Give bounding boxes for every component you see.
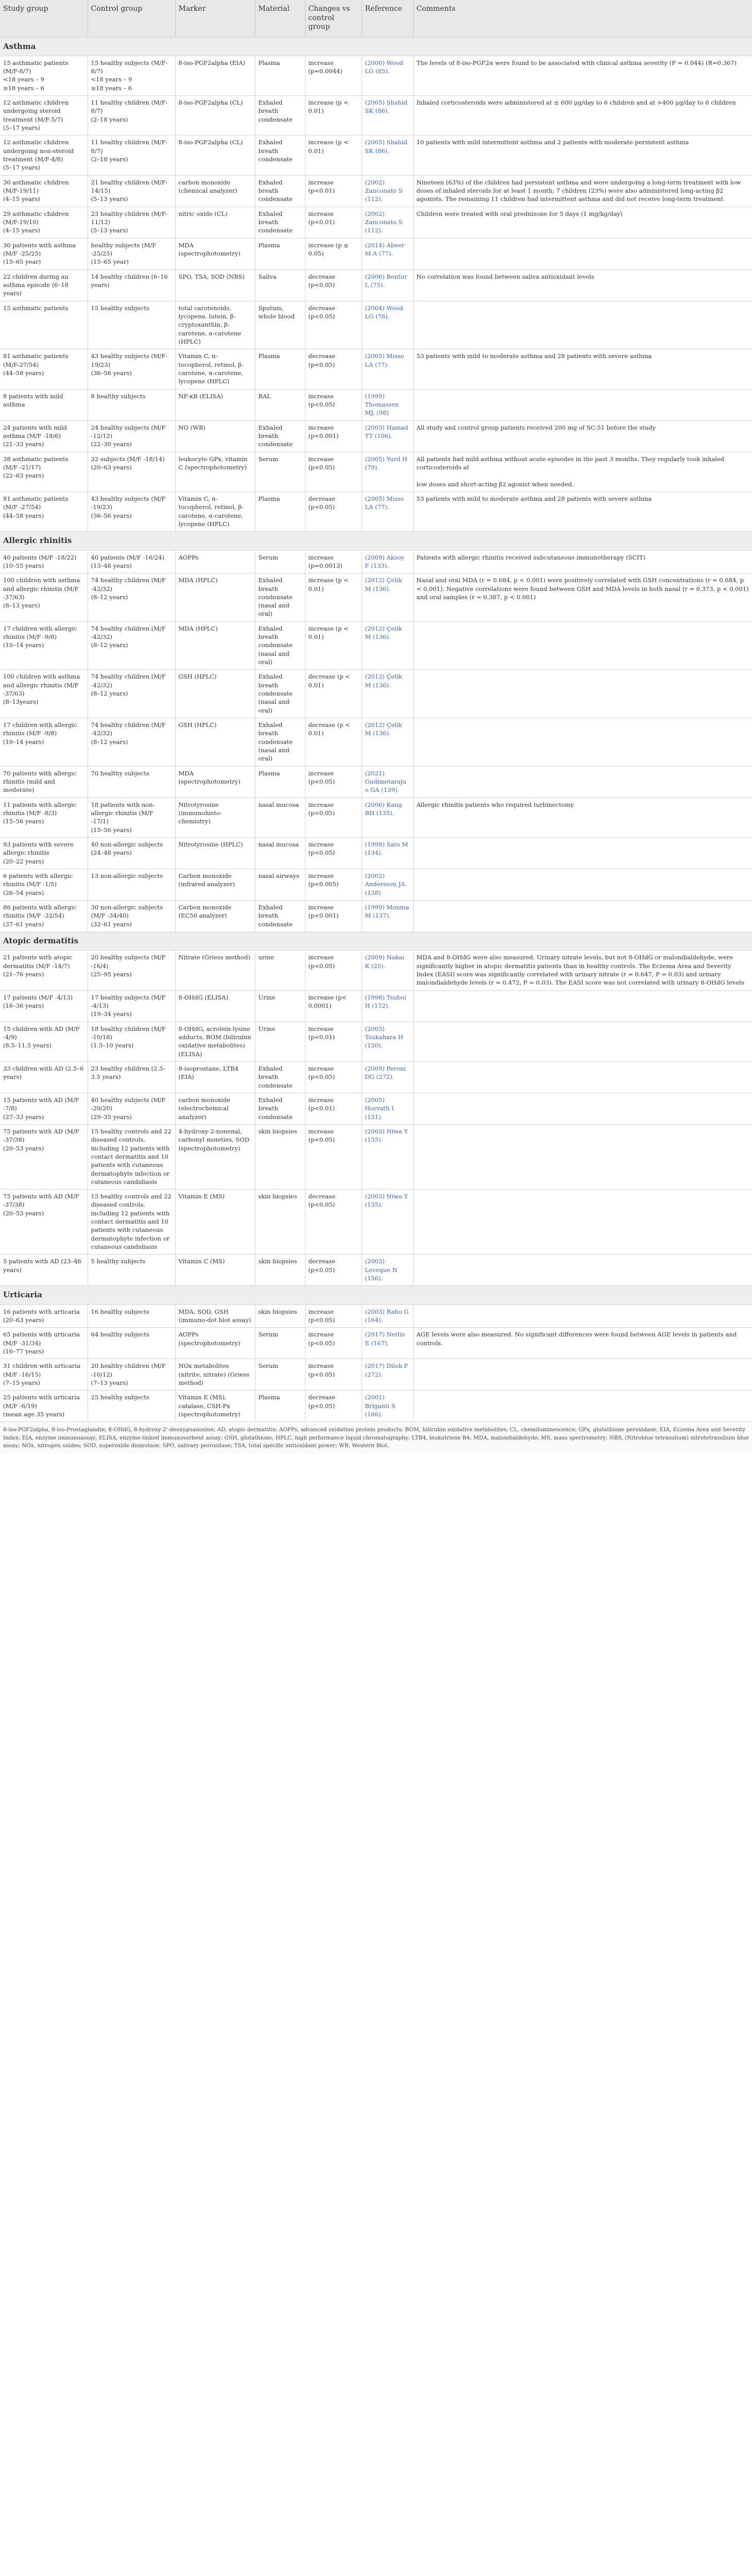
marker-cell: AOPPs (spectrophotometry) <box>175 1328 255 1359</box>
section-header <box>0 37 752 56</box>
study-group-cell: 16 patients with urticaria (20–63 years) <box>0 1304 88 1328</box>
header-changes: Changes vs control group <box>305 0 362 37</box>
table-row <box>0 766 752 798</box>
changes-cell: increase (p=0.0013) <box>305 550 362 573</box>
marker-cell: 8-iso-PGF2alpha (CL) <box>175 96 255 135</box>
table-row <box>0 951 752 990</box>
reference-cell[interactable]: (1998) Tsuboi H (152). <box>362 990 413 1022</box>
comments-cell: 10 patients with mild intermittent asthma and 2 patients with moderate persistent asthma <box>413 135 752 175</box>
marker-cell: MDA (HPLC) <box>175 621 255 670</box>
material-cell: Serum <box>255 1359 305 1391</box>
control-group-cell: 74 healthy children (M/F -42/32) (8–12 years) <box>88 718 175 767</box>
comments-cell <box>413 389 752 420</box>
comments-cell: Patients with allergic rhinitis received subcutaneous immunotherapy (SCIT) <box>413 550 752 573</box>
section-header <box>0 532 752 550</box>
table-row <box>0 1255 752 1286</box>
section-header <box>0 931 752 950</box>
changes-cell: increase (p<0.05) <box>305 452 362 492</box>
section-title: Urticaria <box>0 1286 752 1304</box>
reference-cell[interactable]: (2005) Yurd H (79). <box>362 452 413 492</box>
changes-cell: increase (p<0.01) <box>305 1022 362 1061</box>
header-marker: Marker <box>175 0 255 37</box>
material-cell: Serum <box>255 452 305 492</box>
table-row <box>0 1328 752 1359</box>
table-row <box>0 452 752 492</box>
control-group-cell: 74 healthy children (M/F -42/32) (8–12 years) <box>88 573 175 622</box>
study-group-cell: 8 patients with mild asthma <box>0 389 88 420</box>
material-cell: skin biopsies <box>255 1304 305 1328</box>
study-group-cell: 5 patients with AD (23–46 years) <box>0 1255 88 1286</box>
marker-cell: carbon monoxide (electrochemical analyzer) <box>175 1093 255 1124</box>
table-row <box>0 1304 752 1328</box>
reference-cell[interactable]: (2004) Wood LG (76). <box>362 301 413 349</box>
material-cell: Plasma <box>255 492 305 531</box>
control-group-cell: 23 healthy children (M/F-11/12) (5–13 years) <box>88 207 175 238</box>
comments-cell <box>413 1093 752 1124</box>
marker-cell: leukocyte GPx, vitamin C (spectrophotometry) <box>175 452 255 492</box>
study-group-cell: 12 asthmatic children undergoing steroid treatment (M/F-5/7) (5–17 years) <box>0 96 88 135</box>
table-footnote: 8-iso-PGF2alpha, 8-iso-Prostaglandin; 8-OHdG, 8-hydroxy-2'-deoxyguanosine; AD, atopic dermatitis; AOPPs, advanced oxidation protein products; BOM, bilirubin oxidative metabolites; CL, chemiluminescence; GPx, glutathione peroxidase; EIA, Eczema Area and Severity Index; EIA, enzyme immunoassay; ELISA, enzyme-linked immunosorbent assay; GSH, glutathione; HPLC, high performance liquid chromatography; LTB4, leukotriene B4; MDA, malondialdehyde; MS, mass spectrometry; NBS, (Nitroblue tetrazolium) nitrotetrazolium blue assay; NOx, nitrogen oxides; SOD, superoxide dismutase; SPO, salivary peroxidase; TSA, total specific antioxidant power; WB, Western Blot. <box>0 1421 752 1454</box>
marker-cell: 8-OHdG (ELISA) <box>175 990 255 1022</box>
comments-cell: Nineteen (63%) of the children had persistent asthma and were undergoing a long-term treatment with low doses of inhaled steroids for at least 1 month; 7 children (23%) were also administered long-acting β2 agonists. The remaining 11 children had intermittent asthma and did not receive long-term treatment <box>413 175 752 207</box>
changes-cell: decrease (p < 0.01) <box>305 718 362 767</box>
table-row <box>0 1061 752 1093</box>
reference-cell[interactable]: (1998) Sato M (134). <box>362 838 413 869</box>
marker-cell: Carbon monoxide (infrared analyzer) <box>175 869 255 901</box>
study-group-cell: 17 patients (M/F -4/13) (16–36 years) <box>0 990 88 1022</box>
table-row <box>0 1093 752 1124</box>
marker-cell: nitric oxide (CL) <box>175 207 255 238</box>
reference-cell[interactable]: (2012) Çelik M (136). <box>362 670 413 718</box>
control-group-cell: 40 healthy subjects (M/F -20/20) (29–35 years) <box>88 1093 175 1124</box>
table-row <box>0 869 752 901</box>
study-group-cell: 15 patients with AD (M/F -7/8) (27–33 years) <box>0 1093 88 1124</box>
table-row <box>0 1391 752 1421</box>
control-group-cell: 5 healthy subjects <box>88 1255 175 1286</box>
material-cell: nasal mucosa <box>255 798 305 837</box>
control-group-cell: 30 non-allergic subjects (M/F -34/40) (32–61 years) <box>88 901 175 932</box>
material-cell: Exhaled breath condensate (nasal and oral) <box>255 670 305 718</box>
changes-cell: increase (p<0.05) <box>305 766 362 798</box>
reference-cell[interactable]: (2005) Horvath I (151). <box>362 1093 413 1124</box>
study-group-cell: 24 patients with mild asthma (M/F -18/6) (21–33 years) <box>0 420 88 452</box>
table-row <box>0 718 752 767</box>
changes-cell: decrease (p<0.05) <box>305 349 362 389</box>
comments-cell <box>413 1391 752 1421</box>
reference-cell[interactable]: (2002) Zanconato S (112). <box>362 175 413 207</box>
changes-cell: decrease (p<0.05) <box>305 492 362 531</box>
study-group-cell: 100 children with asthma and allergic rhinitis (M/F -37/63) (8–13years) <box>0 670 88 718</box>
table-row <box>0 301 752 349</box>
comments-cell <box>413 1255 752 1286</box>
control-group-cell: 74 healthy children (M/F -42/32) (8–12 years) <box>88 670 175 718</box>
material-cell: Serum <box>255 550 305 573</box>
marker-cell: NF-κB (ELISA) <box>175 389 255 420</box>
header-study-group: Study group <box>0 0 88 37</box>
study-group-cell: 22 children during an asthma episode (6–18 years) <box>0 269 88 301</box>
marker-cell: NOx metabolites (nitrite, nitrate) (Griess method) <box>175 1359 255 1391</box>
material-cell: Exhaled breath condensate (nasal and oral) <box>255 621 305 670</box>
changes-cell: increase (p < 0.01) <box>305 621 362 670</box>
changes-cell: decrease (p<0.05) <box>305 269 362 301</box>
header-row <box>0 0 752 37</box>
changes-cell: increase (p<0.01) <box>305 1093 362 1124</box>
marker-cell: MDA, SOD, GSH (immuno-dot blot assay) <box>175 1304 255 1328</box>
material-cell: Exhaled breath condensate <box>255 420 305 452</box>
study-group-cell: 31 children with urticaria (M/F -16/15) (7–15 years) <box>0 1359 88 1391</box>
table-row <box>0 990 752 1022</box>
table-row <box>0 269 752 301</box>
reference-cell[interactable]: (2009) Aksoy F (133). <box>362 550 413 573</box>
study-group-cell: 17 children with allergic rhinitis (M/F -9/8) (10–14 years) <box>0 621 88 670</box>
material-cell: Sputum, whole blood <box>255 301 305 349</box>
comments-cell <box>413 1022 752 1061</box>
material-cell: Urine <box>255 1022 305 1061</box>
reference-cell[interactable]: (2012) Çelik M (136). <box>362 718 413 767</box>
comments-cell: Children were treated with oral prednisone for 5 days (1 mg/kg/day) <box>413 207 752 238</box>
reference-cell[interactable]: (2003) Tsukahara H (150). <box>362 1022 413 1061</box>
study-group-cell: 17 children with allergic rhinitis (M/F -9/8) (10–14 years) <box>0 718 88 767</box>
control-group-cell: 70 healthy subjects <box>88 766 175 798</box>
header-control-group: Control group <box>88 0 175 37</box>
marker-cell: 8-iso-PGF2alpha (CL) <box>175 135 255 175</box>
reference-cell[interactable]: (2003) Hamad TT (106). <box>362 420 413 452</box>
marker-cell: AOPPs <box>175 550 255 573</box>
control-group-cell: 14 healthy children (6–16 years) <box>88 269 175 301</box>
changes-cell: increase (p<0.001) <box>305 420 362 452</box>
control-group-cell: 13 non-allergic subjects <box>88 869 175 901</box>
reference-cell[interactable]: (2002) Zanconato S (112). <box>362 207 413 238</box>
material-cell: Plasma <box>255 349 305 389</box>
section-header <box>0 1286 752 1304</box>
marker-cell: Nitrotyrosine (HPLC) <box>175 838 255 869</box>
material-cell: Exhaled breath condensate (nasal and oral) <box>255 718 305 767</box>
changes-cell: increase (p < 0.01) <box>305 135 362 175</box>
table-row <box>0 135 752 175</box>
reference-cell[interactable]: (1999) Thomassen MJ. (98) <box>362 389 413 420</box>
material-cell: skin biopsies <box>255 1255 305 1286</box>
marker-cell: MDA (HPLC) <box>175 573 255 622</box>
study-group-cell: 25 patients with urticaria (M/F -6/19) (mean age 35 years) <box>0 1391 88 1421</box>
marker-cell: Vitamin C, α-tocopherol, retinol, β-carotene, α-carotene, lycopene (HPLC) <box>175 349 255 389</box>
study-group-cell: 75 patients with AD (M/F -37/38) (20–53 years) <box>0 1190 88 1255</box>
changes-cell: increase (p<0.05) <box>305 798 362 837</box>
material-cell: skin biopsies <box>255 1124 305 1189</box>
material-cell: Exhaled breath condensate (nasal and oral) <box>255 573 305 622</box>
control-group-cell: 20 healthy subjects (M/F -16/4) (25–95 years) <box>88 951 175 990</box>
control-group-cell: 11 healthy children (M/F-8/7) (2–18 years) <box>88 135 175 175</box>
control-group-cell: 24 healthy subjects (M/F -12/12) (22–30 years) <box>88 420 175 452</box>
section-title: Atopic dermatitis <box>0 931 752 950</box>
reference-cell[interactable]: (2009) Nakai K (25). <box>362 951 413 990</box>
reference-cell[interactable]: (2000) Wood LG (85). <box>362 56 413 95</box>
table-row <box>0 492 752 531</box>
changes-cell: increase (p<0.05) <box>305 1124 362 1189</box>
table-row <box>0 1190 752 1255</box>
comments-cell: Inhaled corticosteroids were administered at ≤ 600 μg/day to 6 children and at >400 μg/day to 6 children <box>413 96 752 135</box>
table-row <box>0 238 752 269</box>
control-group-cell: 43 healthy subjects (M/F-19/23) (36–56 years) <box>88 349 175 389</box>
table-row <box>0 389 752 420</box>
changes-cell: increase (p<0.05) <box>305 838 362 869</box>
changes-cell: decrease (p<0.05) <box>305 1190 362 1255</box>
changes-cell: increase (p<0.05) <box>305 951 362 990</box>
study-group-cell: 81 asthmatic patients (M/F-27/54) (44–58 years) <box>0 349 88 389</box>
section-title: Allergic rhinitis <box>0 532 752 550</box>
control-group-cell: 18 healthy children (M/F -10/18) (1.5–10 years) <box>88 1022 175 1061</box>
material-cell: Exhaled breath condensate <box>255 96 305 135</box>
comments-cell <box>413 1359 752 1391</box>
reference-cell[interactable]: (2003) Leveque N (156). <box>362 1255 413 1286</box>
comments-cell <box>413 1061 752 1093</box>
material-cell: Plasma <box>255 238 305 269</box>
material-cell: Exhaled breath condensate <box>255 1093 305 1124</box>
changes-cell: increase (p<0.05) <box>305 389 362 420</box>
material-cell: Urine <box>255 990 305 1022</box>
comments-cell: Nasal and oral MDA (r = 0.684, p < 0.001) were positively correlated with GSH concentrations (r = 0.684, p < 0.001). Negative correlations were found between GSH and MDA levels in both nasal (r = 0.373, p < 0.001) and oral samples (r = 0.387, p < 0.001) <box>413 573 752 622</box>
comments-cell: Allergic rhinitis patients who required turbinectomy <box>413 798 752 837</box>
header-reference: Reference <box>362 0 413 37</box>
marker-cell: Carbon monoxide (EC50 analyzer) <box>175 901 255 932</box>
comments-cell: 53 patients with mild to moderate asthma and 28 patients with severe asthma <box>413 492 752 531</box>
table-row <box>0 901 752 932</box>
material-cell: skin biopsies <box>255 1190 305 1255</box>
marker-cell: MDA (spectrophotometry) <box>175 238 255 269</box>
changes-cell: increase (p<0.01) <box>305 175 362 207</box>
comments-cell <box>413 621 752 670</box>
reference-cell[interactable]: (2005) Shahid SK (86). <box>362 135 413 175</box>
marker-cell: carbon monoxide (chemical analyzer) <box>175 175 255 207</box>
comments-cell: AGE levels were also measured. No significant differences were found between AGE levels in patients and controls. <box>413 1328 752 1359</box>
marker-cell: Vitamin C, α-tocopherol, retinol, β-carotene, α-carotene, lycopene (HPLC) <box>175 492 255 531</box>
table-row <box>0 175 752 207</box>
changes-cell: increase (p ≤ 0.05) <box>305 238 362 269</box>
reference-cell[interactable]: (2005) Shahid SK (86). <box>362 96 413 135</box>
comments-cell <box>413 766 752 798</box>
control-group-cell: 74 healthy children (M/F -42/32) (8–12 years) <box>88 621 175 670</box>
marker-cell: GSH (HPLC) <box>175 670 255 718</box>
comments-cell: MDA and 8-OHdG were also measured. Urinary nitrate levels, but not 8-OHdG or malondialdehyde, were significantly higher in atopic dermatitis patients than in healthy controls. The Eczema Area and Severity Index (EASI) score was significantly correlated with urinary nitrate (r = 0.647, P = 0.03) and urinary malondialdehyde levels (r = 0.472, P = 0.03). The EASI score was not correlated with urinary 8-OHdG levels <box>413 951 752 990</box>
reference-cell[interactable]: (2017) Nettis E (167). <box>362 1328 413 1359</box>
comments-cell <box>413 1124 752 1189</box>
study-group-cell: 11 patients with allergic rhinitis (M/F -8/3) (15–56 years) <box>0 798 88 837</box>
section-title: Asthma <box>0 37 752 56</box>
changes-cell: increase (p < 0.01) <box>305 573 362 622</box>
study-group-cell: 15 children with AD (M/F -4/9) (8.5–11.5 years) <box>0 1022 88 1061</box>
study-group-cell: 33 children with AD (2.5–6 years) <box>0 1061 88 1093</box>
table-row <box>0 838 752 869</box>
control-group-cell: 15 healthy controls and 22 diseased controls, including 12 patients with contact dermatitis and 10 patients with cutaneous dermatophyte infection or cutaneous candidiasis <box>88 1124 175 1189</box>
control-group-cell: 15 healthy subjects <box>88 301 175 349</box>
reference-cell[interactable]: (1999) Monma M (137). <box>362 901 413 932</box>
control-group-cell: 25 healthy subjects <box>88 1391 175 1421</box>
material-cell: Saliva <box>255 269 305 301</box>
table-row <box>0 1359 752 1391</box>
study-group-cell: 86 patients with allergic rhinitis (M/F -32/54) (37–61 years) <box>0 901 88 932</box>
reference-cell[interactable]: (2006) Kang BH (135). <box>362 798 413 837</box>
control-group-cell: 43 healthy subjects (M/F -19/23) (36–56 years) <box>88 492 175 531</box>
marker-cell: Vitamin E (MS) <box>175 1190 255 1255</box>
comments-cell <box>413 1304 752 1328</box>
changes-cell: increase (p < 0.01) <box>305 96 362 135</box>
control-group-cell: 17 healthy subjects (M/F -4/13) (19–34 years) <box>88 990 175 1022</box>
material-cell: Exhaled breath condensate <box>255 175 305 207</box>
marker-cell: GSH (HPLC) <box>175 718 255 767</box>
reference-cell[interactable]: (2006) Bentur L (75). <box>362 269 413 301</box>
reference-cell[interactable]: (2003) Niwa Y (155). <box>362 1190 413 1255</box>
material-cell: urine <box>255 951 305 990</box>
control-group-cell: 11 healthy children (M/F-8/7) (2–18 years) <box>88 96 175 135</box>
comments-cell: All study and control group patients received 200 mg of SC-51 before the study <box>413 420 752 452</box>
changes-cell: increase (p<0.001) <box>305 901 362 932</box>
comments-cell: All patients had mild asthma without acute episodes in the past 3 months. They regularly took inhaled corticosteroids at low doses and short-acting β2 agonist when needed. <box>413 452 752 492</box>
control-group-cell: healthy subjects (M/F -25/25) (15–65 year) <box>88 238 175 269</box>
changes-cell: increase (p<0.05) <box>305 1328 362 1359</box>
marker-cell: 8-isoprostane, LTB4 (EIA) <box>175 1061 255 1093</box>
marker-cell: Nitrate (Griess method) <box>175 951 255 990</box>
marker-cell: total carotenoids, lycopene, lutein, β-cryptoxanthin, β-carotene, α-carotene (HPLC) <box>175 301 255 349</box>
table-row <box>0 550 752 573</box>
comments-cell <box>413 238 752 269</box>
study-group-cell: 15 asthmatic patients <box>0 301 88 349</box>
comments-cell: The levels of 8-iso-PGF2α were found to be associated with clinical asthma severity (P = 0.044) (R=0.367) <box>413 56 752 95</box>
comments-cell <box>413 670 752 718</box>
study-group-cell: 40 patients (M/F -18/22) (10–55 years) <box>0 550 88 573</box>
changes-cell: increase (p<0.005) <box>305 869 362 901</box>
study-group-cell: 15 asthmatic patients (M/F-8/7) <18 years – 9 ≥18 years – 6 <box>0 56 88 95</box>
material-cell: Serum <box>255 1328 305 1359</box>
changes-cell: decrease (p<0.05) <box>305 1255 362 1286</box>
material-cell: Exhaled breath condensate <box>255 135 305 175</box>
reference-cell[interactable]: (2012) Çelik M (136). <box>362 573 413 622</box>
table-row <box>0 349 752 389</box>
marker-cell: 8-iso-PGF2alpha (EIA) <box>175 56 255 95</box>
material-cell: nasal airways <box>255 869 305 901</box>
table-row <box>0 798 752 837</box>
reference-cell[interactable]: (2005) Misso LA (77). <box>362 349 413 389</box>
study-group-cell: 100 children with asthma and allergic rhinitis (M/F -37/63) (8–13 years) <box>0 573 88 622</box>
marker-cell: MDA (spectrophotometry) <box>175 766 255 798</box>
marker-cell: 8-OHdG, acrolein-lysine adducts, BOM (bilirubin oxidative metabolites) (ELISA) <box>175 1022 255 1061</box>
comments-cell <box>413 869 752 901</box>
material-cell: Plasma <box>255 766 305 798</box>
control-group-cell: 32 subjects (M/F -18/14) (20–63 years) <box>88 452 175 492</box>
header-comments: Comments <box>413 0 752 37</box>
marker-cell: Vitamin C (MS) <box>175 1255 255 1286</box>
control-group-cell: 64 healthy subjects <box>88 1328 175 1359</box>
table-row <box>0 96 752 135</box>
table-row <box>0 573 752 622</box>
comments-cell: 53 patients with mild to moderate asthma and 28 patients with severe asthma <box>413 349 752 389</box>
reference-cell[interactable]: (2003) Niwa Y (155). <box>362 1124 413 1189</box>
changes-cell: decrease (p<0.05) <box>305 1391 362 1421</box>
table-row <box>0 1022 752 1061</box>
marker-cell: NO (WB) <box>175 420 255 452</box>
changes-cell: decrease (p < 0.01) <box>305 670 362 718</box>
reference-cell[interactable]: (2021) Gudimetarajuo GA (139). <box>362 766 413 798</box>
control-group-cell: 15 healthy subjects (M/F-8/7) <18 years – 9 ≥18 years – 6 <box>88 56 175 95</box>
control-group-cell: 15 healthy controls and 22 diseased controls, including 12 patients with contact dermatitis and 10 patients with cutaneous dermatophyte infection or cutaneous candidiasis <box>88 1190 175 1255</box>
control-group-cell: 40 non-allergic subjects (24–48 years) <box>88 838 175 869</box>
changes-cell: decrease (p<0.05) <box>305 301 362 349</box>
material-cell: Plasma <box>255 1391 305 1421</box>
reference-cell[interactable]: (2009) Peroni DG (272). <box>362 1061 413 1093</box>
table-row <box>0 621 752 670</box>
table-row <box>0 207 752 238</box>
table-row <box>0 56 752 95</box>
comments-cell: No correlation was found between saliva antioxidant levels <box>413 269 752 301</box>
changes-cell: increase (p<0.05) <box>305 1061 362 1093</box>
changes-cell: increase (p<0.05) <box>305 1304 362 1328</box>
reference-cell[interactable]: (2017) Dilek F (272). <box>362 1359 413 1391</box>
study-group-cell: 30 asthmatic children (M/F-19/11) (4–15 years) <box>0 175 88 207</box>
control-group-cell: 21 healthy children (M/F-14/15) (5–13 years) <box>88 175 175 207</box>
study-group-cell: 6 patients with allergic rhinitis (M/F -1/5) (26–54 years) <box>0 869 88 901</box>
reference-cell[interactable]: (2002) Andersson JA. (138) <box>362 869 413 901</box>
material-cell: Exhaled breath condensate <box>255 901 305 932</box>
changes-cell: increase (p<0.01) <box>305 207 362 238</box>
study-group-cell: 12 asthmatic children undergoing non-steroid treatment (M/F-4/8) (5–17 years) <box>0 135 88 175</box>
reference-cell[interactable]: (2003) Raho G (164). <box>362 1304 413 1328</box>
marker-cell: Nitrotyrosine (immunohisto-chemistry) <box>175 798 255 837</box>
changes-cell: increase (p< 0.0001) <box>305 990 362 1022</box>
material-cell: Plasma <box>255 56 305 95</box>
changes-cell: increase (p<0.05) <box>305 1359 362 1391</box>
table-body <box>0 37 752 1421</box>
study-group-cell: 93 patients with severe allergic rhinitis (20–22 years) <box>0 838 88 869</box>
material-cell: Exhaled breath condensate <box>255 1061 305 1093</box>
reference-cell[interactable]: (2014) Abeer M.A (77). <box>362 238 413 269</box>
material-cell: nasal mucosa <box>255 838 305 869</box>
study-group-cell: 21 patients with atopic dermatitis (M/F -14/7) (21–76 years) <box>0 951 88 990</box>
comments-cell <box>413 990 752 1022</box>
reference-cell[interactable]: (2001) Briganti S (166). <box>362 1391 413 1421</box>
study-group-cell: 75 patients with AD (M/F -37/38) (20–53 years) <box>0 1124 88 1189</box>
comments-cell <box>413 301 752 349</box>
header-material: Material <box>255 0 305 37</box>
table-row <box>0 420 752 452</box>
study-group-cell: 38 asthmatic patients (M/F -21/17) (22–63 years) <box>0 452 88 492</box>
material-cell: BAL <box>255 389 305 420</box>
table-row <box>0 1124 752 1189</box>
control-group-cell: 18 patients with non-allergic rhinitis (M/F -17/1) (15–56 years) <box>88 798 175 837</box>
study-group-cell: 30 patients with asthma (M/F -25/25) (15–65 year) <box>0 238 88 269</box>
table-row <box>0 670 752 718</box>
study-group-cell: 81 asthmatic patients (M/F -27/54) (44–58 years) <box>0 492 88 531</box>
changes-cell: increase (p=0.0044) <box>305 56 362 95</box>
marker-cell: SPO, TSA, SOD (NBS) <box>175 269 255 301</box>
study-group-cell: 70 patients with allergic rhinitis (mild and moderate) <box>0 766 88 798</box>
comments-cell <box>413 838 752 869</box>
study-group-cell: 65 patients with urticaria (M/F -31/34) (16–77 years) <box>0 1328 88 1359</box>
reference-cell[interactable]: (2012) Çelik M (136). <box>362 621 413 670</box>
marker-cell: 4-hydroxy-2-nonenal, carbonyl moieties, SOD (spectrophotometry) <box>175 1124 255 1189</box>
control-group-cell: 16 healthy subjects <box>88 1304 175 1328</box>
material-cell: Exhaled breath condensate <box>255 207 305 238</box>
control-group-cell: 20 healthy children (M/F -10/12) (7–13 years) <box>88 1359 175 1391</box>
comments-cell <box>413 718 752 767</box>
control-group-cell: 8 healthy subjects <box>88 389 175 420</box>
control-group-cell: 40 patients (M/F -16/24) (13–48 years) <box>88 550 175 573</box>
study-group-cell: 29 asthmatic children (M/F-19/10) (4–15 years) <box>0 207 88 238</box>
control-group-cell: 23 healthy children (2.5–3.5 years) <box>88 1061 175 1093</box>
reference-cell[interactable]: (2005) Misso LA (77). <box>362 492 413 531</box>
comments-cell <box>413 1190 752 1255</box>
marker-cell: Vitamin E (MS), catalase, CSH-Px (spectrophotometry) <box>175 1391 255 1421</box>
comments-cell <box>413 901 752 932</box>
